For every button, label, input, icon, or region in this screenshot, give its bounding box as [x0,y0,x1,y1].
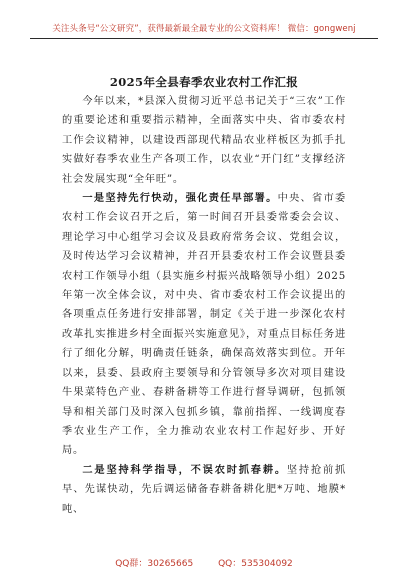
paragraph-text: 中央、省市委农村工作会议召开之后，第一时间召开县委常委会会议、理论学习中心组学习会议及县政府常务会议、党组会议，及时传达学习会议精神，并召开县委农村工作会议暨县委农村工作领导小组（县实施乡村振兴战略领导小组）2025年第一次全体会议，对中央、省市委农村工作会议提出的各项重点任务进行安排部署，制定《关于进一步深化农村改革扎实推进乡村全面振兴实施意见》，对重点目标任务进行了细化分解，明确责任链条，确保高效落实到位。开年以来，县委、县政府主要领导和分管领导多次对项目建设牛果菜特色产业、春耕备耕等工作进行督导调研，包抓领导和相关部门及时深入包抓乡镇，靠前指挥、一线调度春季农业生产工作，全力推动农业农村工作起好步、开好局。 [62,193,346,457]
paragraph-text: 今年以来，*县深入贯彻习近平总书记关于“三农”工作的重要论述和重要指示精神，全面落实中央、省市委农村工作会议精神，以建设西部现代精品农业样板区为抓手扎实做好春季农业生产各项工作，以农业“开门红”支撑经济社会发展实现“全年旺”。 [62,96,346,185]
header-divider [30,38,378,39]
footer-qq-group: QQ群：30265665 [115,559,194,569]
paragraph-intro [62,92,346,189]
paragraph-text: 坚持抢前抓早、先谋快动，先后调运储备春耕备耕化肥*万吨、地膜*吨、 [62,464,346,515]
section-heading: 二是坚持科学指导，不误农时抓春耕。 [82,463,287,476]
paragraph-section-2 [62,461,346,519]
paragraph-section-1 [62,189,346,461]
document-title: 2025年全县春季农业农村工作汇报 [109,75,299,89]
header-banner: 关注头条号“公文研究”，获得最新最全最专业的公文资料库！ 微信：gongwenj [52,24,356,34]
document-body [62,92,346,519]
footer-contact [0,556,408,569]
footer-qq: QQ：535304092 [218,559,293,569]
section-heading: 一是坚持先行快动，强化责任早部署。 [82,192,278,205]
